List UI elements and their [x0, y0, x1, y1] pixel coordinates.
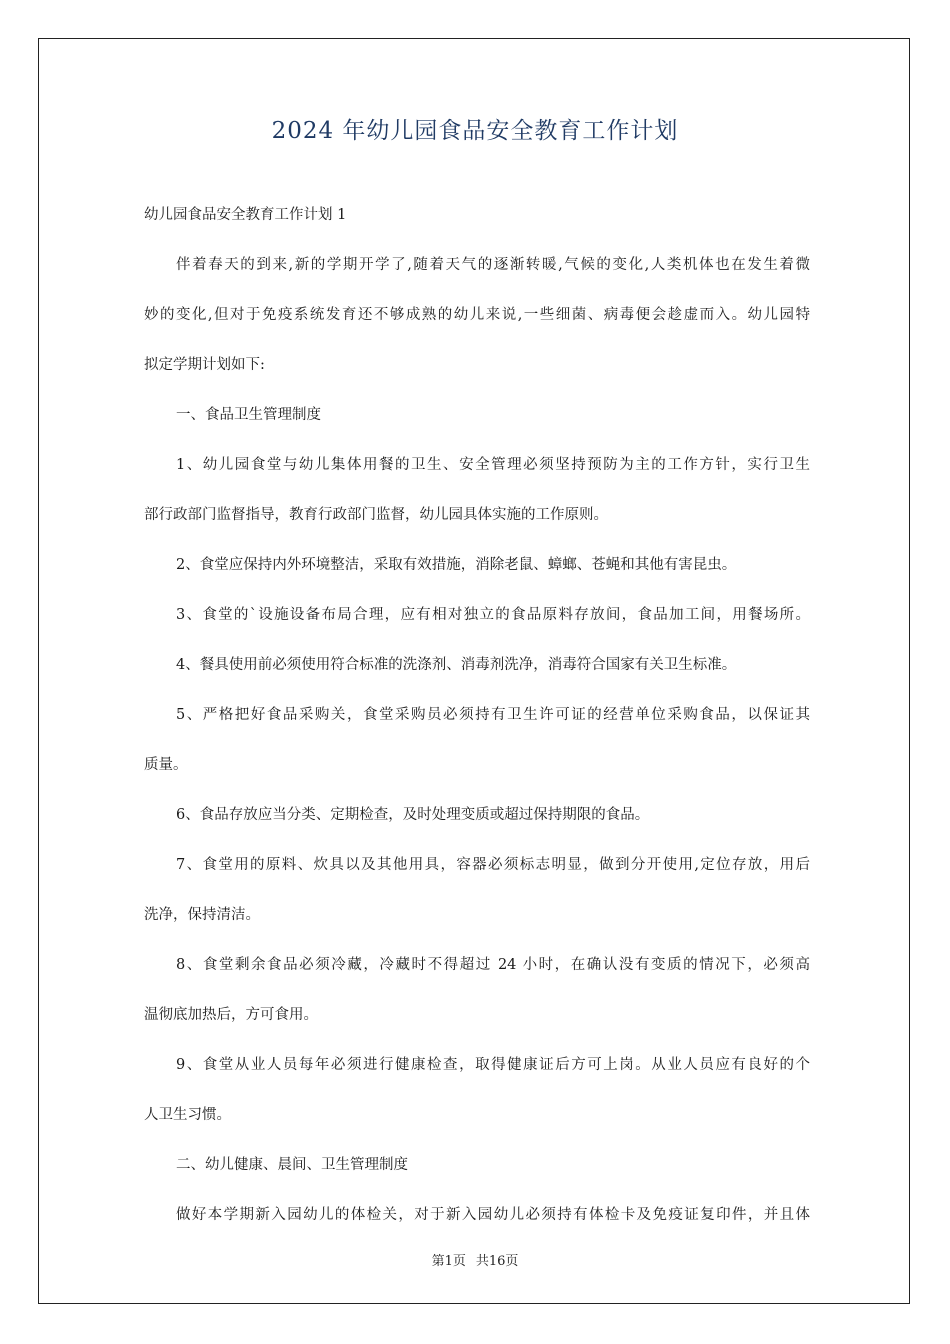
page-total: 共16页 [475, 1254, 519, 1269]
document-title: 2024 年幼儿园食品安全教育工作计划 [271, 118, 679, 144]
paragraph-line: 2、食堂应保持内外环境整洁，采取有效措施，消除老鼠、蟑螂、苍蝇和其他有害昆虫。 [176, 557, 737, 573]
paragraph-line: 质量。 [144, 757, 188, 773]
paragraph-line: 9、食堂从业人员每年必须进行健康检查，取得健康证后方可上岗。从业人员应有良好的个 [176, 1057, 810, 1073]
section-subtitle: 幼儿园食品安全教育工作计划 1 [144, 207, 347, 223]
section-heading: 二、幼儿健康、晨间、卫生管理制度 [176, 1157, 408, 1173]
section-heading: 一、食品卫生管理制度 [176, 407, 321, 423]
paragraph-line: 部行政部门监督指导，教育行政部门监督，幼儿园具体实施的工作原则。 [144, 507, 608, 523]
paragraph-line: 做好本学期新入园幼儿的体检关，对于新入园幼儿必须持有体检卡及免疫证复印件，并且体 [176, 1207, 810, 1223]
paragraph-line: 4、餐具使用前必须使用符合标准的洗涤剂、消毒剂洗净，消毒符合国家有关卫生标准。 [176, 657, 737, 673]
paragraph-line: 1、幼儿园食堂与幼儿集体用餐的卫生、安全管理必须坚持预防为主的工作方针，实行卫生 [176, 457, 810, 473]
paragraph-line: 6、食品存放应当分类、定期检查，及时处理变质或超过保持期限的食品。 [176, 807, 650, 823]
paragraph-line: 8、食堂剩余食品必须冷藏，冷藏时不得超过 24 小时，在确认没有变质的情况下，必须高 [176, 957, 810, 973]
page-number: 第1页 [431, 1254, 466, 1269]
paragraph-line: 伴着春天的到来,新的学期开学了,随着天气的逐渐转暖,气候的变化,人类机体也在发生着微 [176, 257, 810, 273]
paragraph-line: 洗净，保持清洁。 [144, 907, 260, 923]
paragraph-line: 7、食堂用的原料、炊具以及其他用具，容器必须标志明显，做到分开使用,定位存放，用后 [176, 857, 810, 873]
paragraph-line: 拟定学期计划如下: [144, 357, 265, 373]
paragraph-line: 温彻底加热后，方可食用。 [144, 1007, 318, 1023]
paragraph-line: 5、严格把好食品采购关，食堂采购员必须持有卫生许可证的经营单位采购食品，以保证其 [176, 707, 810, 723]
paragraph-line: 人卫生习惯。 [144, 1107, 231, 1123]
page-footer [0, 1250, 950, 1269]
paragraph-line: 3、食堂的`设施设备布局合理，应有相对独立的食品原料存放间，食品加工间，用餐场所。 [176, 607, 810, 623]
paragraph-line: 妙的变化,但对于免疫系统发育还不够成熟的幼儿来说,一些细菌、病毒便会趁虚而入。幼儿园特 [144, 307, 810, 323]
